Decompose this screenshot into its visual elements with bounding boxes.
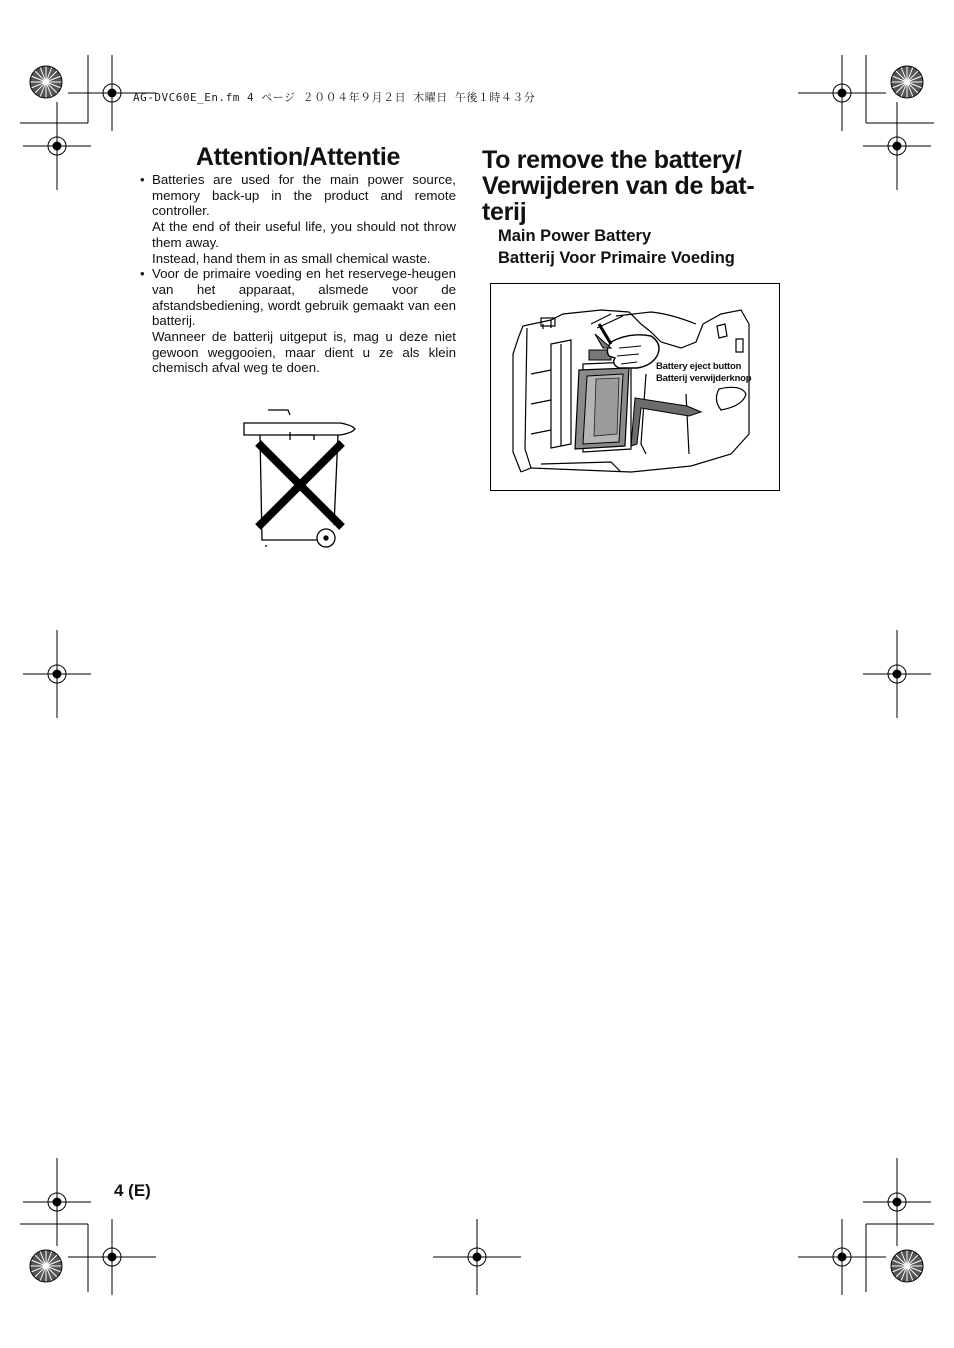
paragraph: Batteries are used for the main power source, memory back-up in the product and remote controller. (152, 172, 456, 219)
bullet-dot: • (140, 266, 145, 282)
file-header: AG-DVC60E_En.fm 4 ページ ２００４年９月２日 木曜日 午後１時４３分 (133, 91, 536, 104)
list-item (140, 266, 456, 376)
heading-line: Verwijderen van de bat- (482, 172, 755, 200)
paragraph: At the end of their useful life, you should not throw them away. (152, 219, 456, 250)
attention-heading: Attention/Attentie (195, 143, 401, 171)
attention-list (140, 172, 456, 376)
paragraph: Instead, hand them in as small chemical waste. (152, 250, 431, 266)
subheading-batterij-voeding: Batterij Voor Primaire Voeding (498, 249, 735, 267)
subheading-main-power-battery: Main Power Battery (498, 227, 652, 245)
paragraph: Voor de primaire voeding en het reservege-heugen van het apparaat, alsmede voor de afstandsbediening, wordt gebruik gemaakt van een batterij. (152, 266, 456, 329)
battery-eject-button-label-nl: Batterij verwijderknop (656, 373, 752, 384)
heading-line: terij (482, 198, 527, 226)
remove-battery-heading (482, 147, 782, 225)
crossed-out-wheelie-bin-icon (240, 405, 360, 555)
paragraph: Wanneer de batterij uitgeput is, mag u deze niet gewoon weggooien, maar dient u ze als klein chemisch afval weg te doen. (152, 329, 456, 376)
bullet-dot: • (140, 172, 145, 187)
camera-illustration (491, 284, 779, 490)
list-item (140, 172, 456, 266)
heading-line: To remove the battery/ (482, 146, 742, 174)
page-number: 4 (E) (114, 1181, 151, 1200)
battery-eject-button-label: Battery eject button (656, 361, 742, 372)
